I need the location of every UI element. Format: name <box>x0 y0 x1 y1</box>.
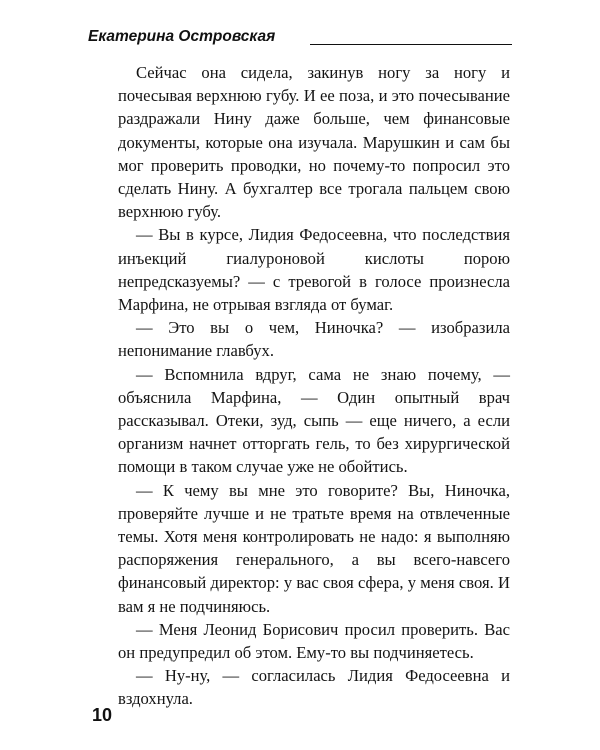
paragraph-1: Сейчас она сидела, закинув ногу за ногу и почесывая верхнюю губу. И ее поза, и это почесывание раздражали Нину даже больше, чем финансовые документы, которые она изучала. Марушкин и сам бы мог проверить проводки, но почему-то попросил это сделать Нину. А бухгалтер все трогала пальцем свою верхнюю губу. <box>118 63 510 222</box>
page-number: 10 <box>92 705 113 725</box>
paragraph-6: — Меня Леонид Борисович просил проверить. Вас он предупредил об этом. Ему-то вы подчиняетесь. <box>118 619 510 663</box>
paragraph-3: — Это вы о чем, Ниночка? — изобразила непонимание главбух. <box>118 318 510 361</box>
running-header <box>88 27 512 49</box>
paragraph-2: — Вы в курсе, Лидия Федосеевна, что последствия инъекций гиалуроновой кислоты порою непредсказуемы? — с тревогой в голосе произнесла Марфина, не отрывая взгляда от бумаг. <box>118 225 510 315</box>
header-rule <box>310 44 512 45</box>
header-author: Екатерина Островская <box>88 28 276 45</box>
paragraph-5: — К чему вы мне это говорите? Вы, Ниночка, проверяйте лучше и не тратьте время на отвлеченные темы. Хотя меня контролировать не надо: я выполняю распоряжения генерального, а вы всего-навсего финансовый директор: у вас своя сфера, у меня своя. И вам я не подчиняюсь. <box>118 480 510 616</box>
paragraph-7: — Ну-ну, — согласилась Лидия Федосеевна и вздохнула. <box>118 666 510 709</box>
body-text <box>118 61 510 711</box>
paragraph-4: — Вспомнила вдруг, сама не знаю почему, — объяснила Марфина, — Один опытный врач рассказывал. Отеки, зуд, сыпь — еще ничего, а если организм начнет отторгать гель, то без хирургической помощи в таком случае уже не обойтись. <box>118 364 510 477</box>
